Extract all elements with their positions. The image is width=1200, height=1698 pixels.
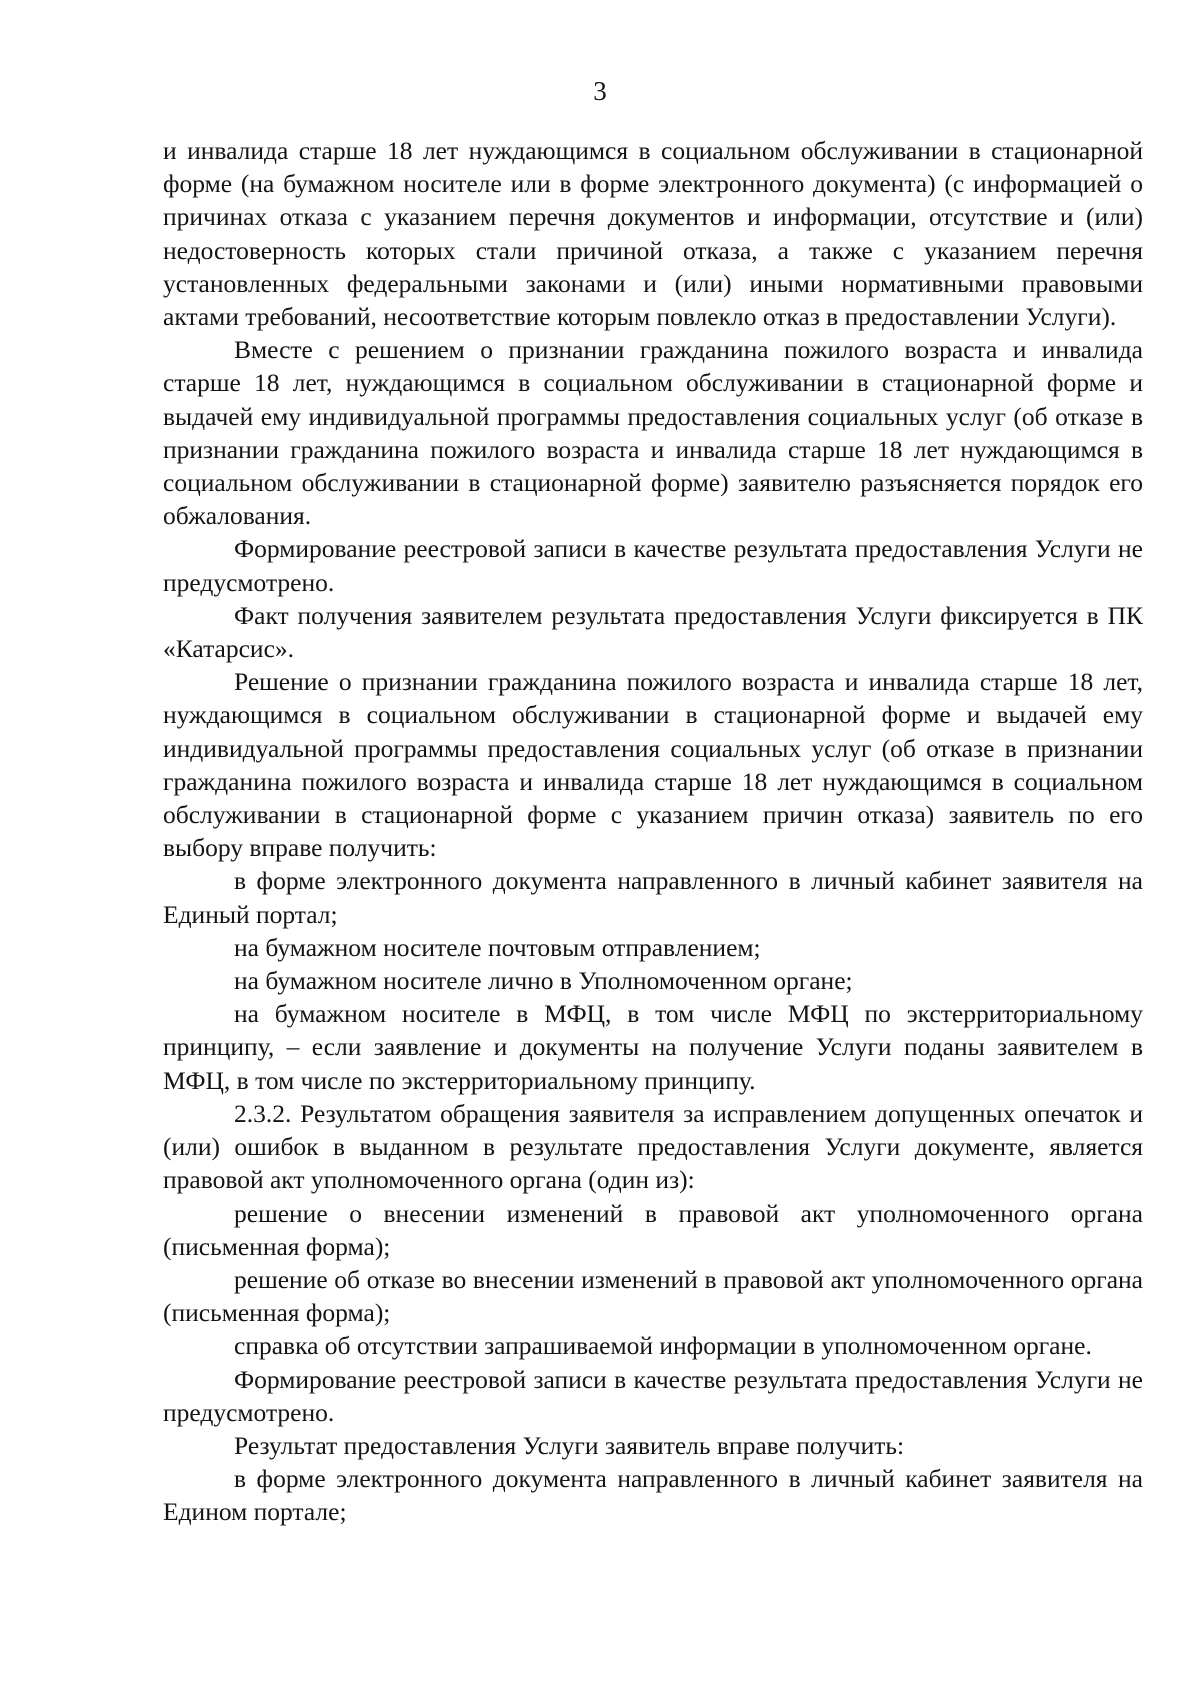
paragraph: решение о внесении изменений в правовой акт уполномоченного органа (письменная форма); (163, 1198, 1143, 1261)
paragraph: на бумажном носителе лично в Уполномоченном органе; (234, 966, 853, 996)
paragraph: в форме электронного документа направленного в личный кабинет заявителя на Единый портал; (163, 866, 1143, 929)
paragraph: 2.3.2. Результатом обращения заявителя за исправлением допущенных опечаток и (или) ошибок в выданном в результате предоставления Услуги документе, является правовой акт уполномоченного органа (один из): (163, 1098, 1143, 1195)
paragraph: на бумажном носителе в МФЦ, в том числе МФЦ по экстерриториальному принципу, – если заявление и документы на получение Услуги поданы заявителем в МФЦ, в том числе по экстерриториальному принципу. (163, 999, 1143, 1095)
paragraph: Факт получения заявителем результата предоставления Услуги фиксируется в ПК «Катарсис». (163, 600, 1143, 664)
paragraph: на бумажном носителе почтовым отправлением; (234, 932, 761, 962)
document-body (163, 134, 1143, 1529)
paragraph: Решение о признании гражданина пожилого возраста и инвалида старше 18 лет, нуждающимся в социальном обслуживании в стационарной форме и выдачей ему индивидуальной программы предоставления социальных услуг (об отказе в признании гражданина пожилого возраста и инвалида старше 18 лет нуждающимся в социальном обслуживании в стационарной форме с указанием причин отказа) заявитель по его выбору вправе получить: (163, 667, 1143, 863)
paragraph: и инвалида старше 18 лет нуждающимся в социальном обслуживании в стационарной форме (на бумажном носителе или в форме электронного документа) (с информацией о причинах отказа с указанием перечня документов и информации, отсутствие и (или) недостоверность которых стали причиной отказа, а также с указанием перечня установленных федеральными законами и (или) иными нормативными правовыми актами требований, несоответствие которым повлекло отказ в предоставлении Услуги). (163, 136, 1143, 332)
paragraph: Формирование реестровой записи в качестве результата предоставления Услуги не предусмотрено. (163, 1364, 1143, 1427)
paragraph: справка об отсутствии запрашиваемой информации в уполномоченном органе. (234, 1331, 1092, 1361)
paragraph: решение об отказе во внесении изменений в правовой акт уполномоченного органа (письменная форма); (163, 1264, 1143, 1328)
paragraph: в форме электронного документа направленного в личный кабинет заявителя на Едином портале; (163, 1464, 1143, 1527)
paragraph: Формирование реестровой записи в качестве результата предоставления Услуги не предусмотрено. (163, 534, 1143, 597)
paragraph: Результат предоставления Услуги заявитель вправе получить: (234, 1430, 905, 1460)
paragraph: Вместе с решением о признании гражданина пожилого возраста и инвалида старше 18 лет, нуждающимся в социальном обслуживании в стационарной форме и выдачей ему индивидуальной программы предоставления социальных услуг (об отказе в признании гражданина пожилого возраста и инвалида старше 18 лет нуждающимся в социальном обслуживании в стационарной форме) заявителю разъясняется порядок его обжалования. (163, 335, 1143, 531)
page-number: 3 (593, 76, 607, 106)
